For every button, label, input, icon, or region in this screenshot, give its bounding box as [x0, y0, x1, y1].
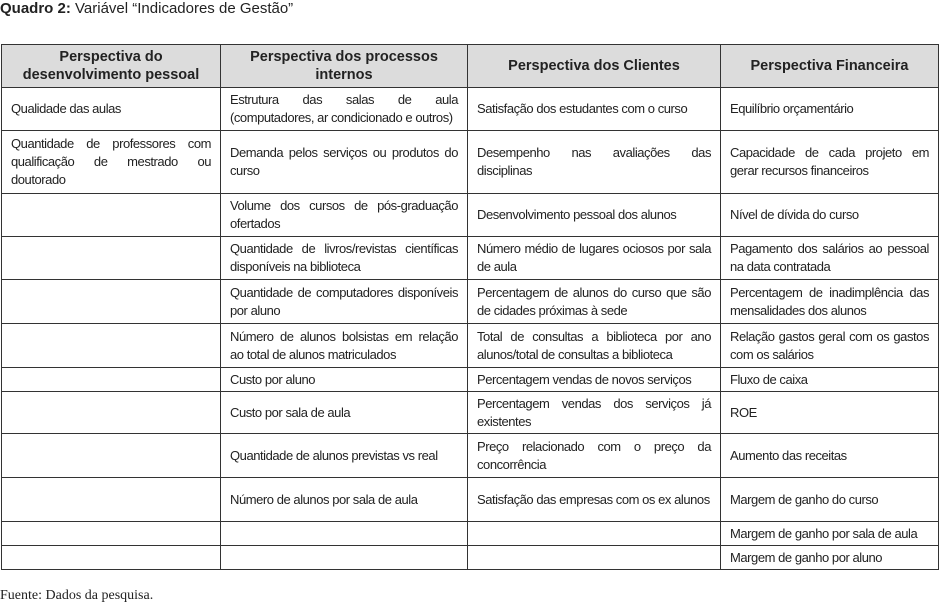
source-note — [0, 588, 153, 604]
table-cell: Nível de dívida do curso — [721, 194, 939, 237]
table-cell: Número de alunos bolsistas em relação ao total de alunos matriculados — [221, 324, 468, 368]
table-row — [2, 237, 939, 280]
table-cell: Preço relacionado com o preço da concorrência — [468, 434, 721, 478]
table-cell: Relação gastos geral com os gastos com os salários — [721, 324, 939, 368]
table-cell: Percentagem vendas dos serviços já existentes — [468, 392, 721, 434]
table-cell: Quantidade de professores com qualificação de mestrado ou doutorado — [2, 131, 221, 194]
table-cell: Custo por sala de aula — [221, 392, 468, 434]
table-row — [2, 194, 939, 237]
table-cell: ROE — [721, 392, 939, 434]
table-cell — [2, 324, 221, 368]
table-row — [2, 546, 939, 570]
table-cell: Margem de ganho por aluno — [721, 546, 939, 570]
table-cell — [2, 237, 221, 280]
table-cell: Capacidade de cada projeto em gerar recursos financeiros — [721, 131, 939, 194]
table-caption — [0, 0, 293, 17]
caption-text: Variável “Indicadores de Gestão” — [75, 0, 294, 17]
table-cell — [468, 522, 721, 546]
table-cell: Qualidade das aulas — [2, 88, 221, 131]
table-cell — [468, 546, 721, 570]
table-cell: Desempenho nas avaliações das disciplinas — [468, 131, 721, 194]
header-row — [2, 45, 939, 88]
table-cell: Equilíbrio orçamentário — [721, 88, 939, 131]
table-cell: Fluxo de caixa — [721, 368, 939, 392]
table-cell: Margem de ganho por sala de aula — [721, 522, 939, 546]
table-row — [2, 434, 939, 478]
table-cell — [2, 194, 221, 237]
source-label: Fuente: — [0, 588, 42, 603]
table-cell — [2, 368, 221, 392]
table-cell — [2, 478, 221, 522]
table-cell: Aumento das receitas — [721, 434, 939, 478]
source-text: Dados da pesquisa. — [45, 588, 154, 603]
table-cell: Satisfação das empresas com os ex alunos — [468, 478, 721, 522]
table-cell: Quantidade de alunos previstas vs real — [221, 434, 468, 478]
table-cell — [2, 392, 221, 434]
table-cell — [2, 522, 221, 546]
table-cell: Volume dos cursos de pós-graduação ofertados — [221, 194, 468, 237]
table-cell — [221, 546, 468, 570]
table-cell: Desenvolvimento pessoal dos alunos — [468, 194, 721, 237]
table-row — [2, 88, 939, 131]
table-cell: Satisfação dos estudantes com o curso — [468, 88, 721, 131]
table-cell: Percentagem de inadimplência das mensalidades dos alunos — [721, 280, 939, 324]
column-header: Perspectiva do desenvolvimento pessoal — [2, 45, 221, 88]
table-cell: Número médio de lugares ociosos por sala de aula — [468, 237, 721, 280]
table-row — [2, 368, 939, 392]
table-row — [2, 392, 939, 434]
table-row — [2, 131, 939, 194]
table-row — [2, 522, 939, 546]
table-cell: Percentagem de alunos do curso que são de cidades próximas à sede — [468, 280, 721, 324]
table-cell: Demanda pelos serviços ou produtos do curso — [221, 131, 468, 194]
column-header: Perspectiva dos Clientes — [468, 45, 721, 88]
table-row — [2, 478, 939, 522]
table-cell: Percentagem vendas de novos serviços — [468, 368, 721, 392]
table-row — [2, 280, 939, 324]
table-cell — [2, 280, 221, 324]
table-cell: Margem de ganho do curso — [721, 478, 939, 522]
table-cell: Estrutura das salas de aula (computadores, ar condicionado e outros) — [221, 88, 468, 131]
table-cell: Total de consultas a biblioteca por ano alunos/total de consultas a biblioteca — [468, 324, 721, 368]
indicators-table — [1, 44, 939, 570]
table-cell — [2, 434, 221, 478]
column-header: Perspectiva Financeira — [721, 45, 939, 88]
table-cell: Quantidade de livros/revistas científicas disponíveis na biblioteca — [221, 237, 468, 280]
table-cell — [2, 546, 221, 570]
table-cell: Pagamento dos salários ao pessoal na data contratada — [721, 237, 939, 280]
table-cell — [221, 522, 468, 546]
table-cell: Quantidade de computadores disponíveis por aluno — [221, 280, 468, 324]
table-cell: Número de alunos por sala de aula — [221, 478, 468, 522]
caption-label: Quadro 2: — [0, 0, 71, 17]
table-row — [2, 324, 939, 368]
table-cell: Custo por aluno — [221, 368, 468, 392]
column-header: Perspectiva dos processos internos — [221, 45, 468, 88]
